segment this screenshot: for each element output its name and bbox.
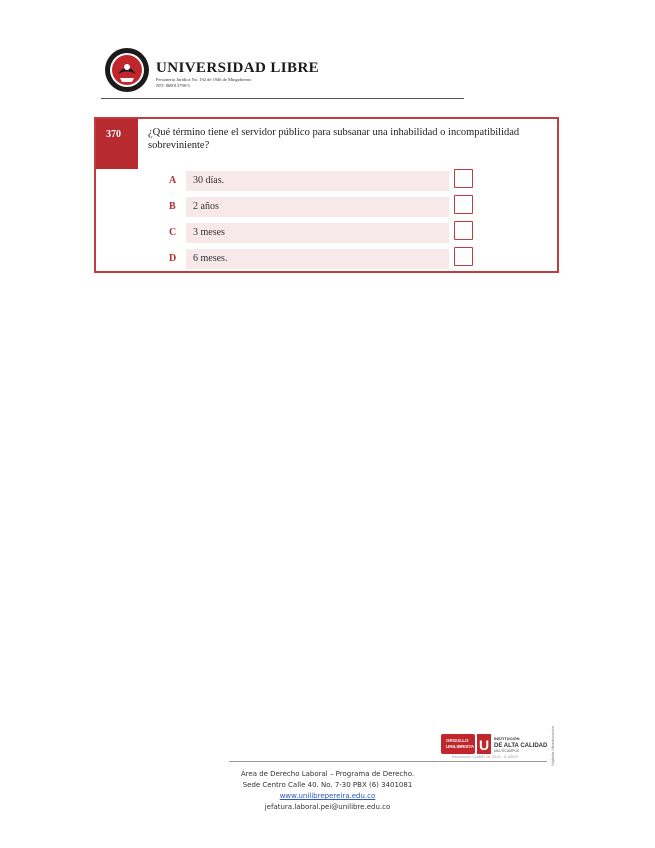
- answer-checkbox-a[interactable]: [454, 169, 473, 188]
- option-letter: A: [169, 175, 177, 186]
- vigilada-label: Vigilada Mineducación: [550, 726, 555, 766]
- website-link[interactable]: www.unilibrepereira.edu.co: [279, 792, 376, 800]
- option-letter: C: [169, 227, 177, 238]
- question-number: 370: [96, 119, 138, 169]
- brand-block: [156, 60, 319, 89]
- option-d[interactable]: [162, 249, 542, 269]
- logo-right-line2: DE ALTA CALIDAD: [494, 743, 548, 749]
- answer-checkbox-b[interactable]: [454, 195, 473, 214]
- option-text: 30 días.: [193, 175, 225, 186]
- option-c[interactable]: [162, 223, 542, 243]
- option-text: 3 meses: [193, 227, 225, 238]
- department-line: Área de Derecho Laboral – Programa de Derecho.: [240, 770, 415, 778]
- question-text: ¿Qué término tiene el servidor público para subsanar una inhabilidad o incompatibilidad sobreviniente?: [148, 127, 520, 151]
- answer-checkbox-d[interactable]: [454, 247, 473, 266]
- option-letter: D: [169, 253, 177, 264]
- logo-left-line1: ORGULLO: [446, 738, 469, 743]
- option-field: [186, 197, 449, 217]
- answer-checkbox-c[interactable]: [454, 221, 473, 240]
- option-field: [186, 171, 449, 191]
- footer-contact: [0, 769, 655, 813]
- header-divider: [101, 98, 464, 99]
- option-field: [186, 223, 449, 243]
- logo-left-line2: UNILIBRISTA: [446, 744, 475, 749]
- svg-text:U: U: [479, 737, 490, 753]
- option-letter: B: [169, 201, 176, 212]
- option-text: 6 meses.: [193, 253, 228, 264]
- university-name: UNIVERSIDAD LIBRE: [156, 60, 320, 76]
- option-a[interactable]: [162, 171, 542, 191]
- footer-divider: [229, 761, 547, 762]
- option-field: [186, 249, 449, 269]
- question-card: [94, 117, 559, 273]
- tax-id: NIT: 860013798-5: [156, 83, 190, 88]
- accreditation-caption: Resolución 016892 de 2016 · 8 AÑOS: [452, 755, 519, 759]
- logo-right-line3: MULTICAMPUS: [494, 749, 520, 753]
- address-line: Sede Centro Calle 40. No. 7-30 PBX (6) 3401081: [242, 781, 413, 789]
- email-address[interactable]: jefatura.laboral.pei@unilibre.edu.co: [264, 803, 391, 811]
- option-text: 2 años: [193, 201, 219, 212]
- university-seal-logo: [104, 47, 150, 93]
- option-b[interactable]: [162, 197, 542, 217]
- logo-right-line1: INSTITUCIÓN: [494, 736, 520, 741]
- legal-registration: Personería Jurídica No. 192 de 1946 de Mingobierno: [156, 77, 252, 82]
